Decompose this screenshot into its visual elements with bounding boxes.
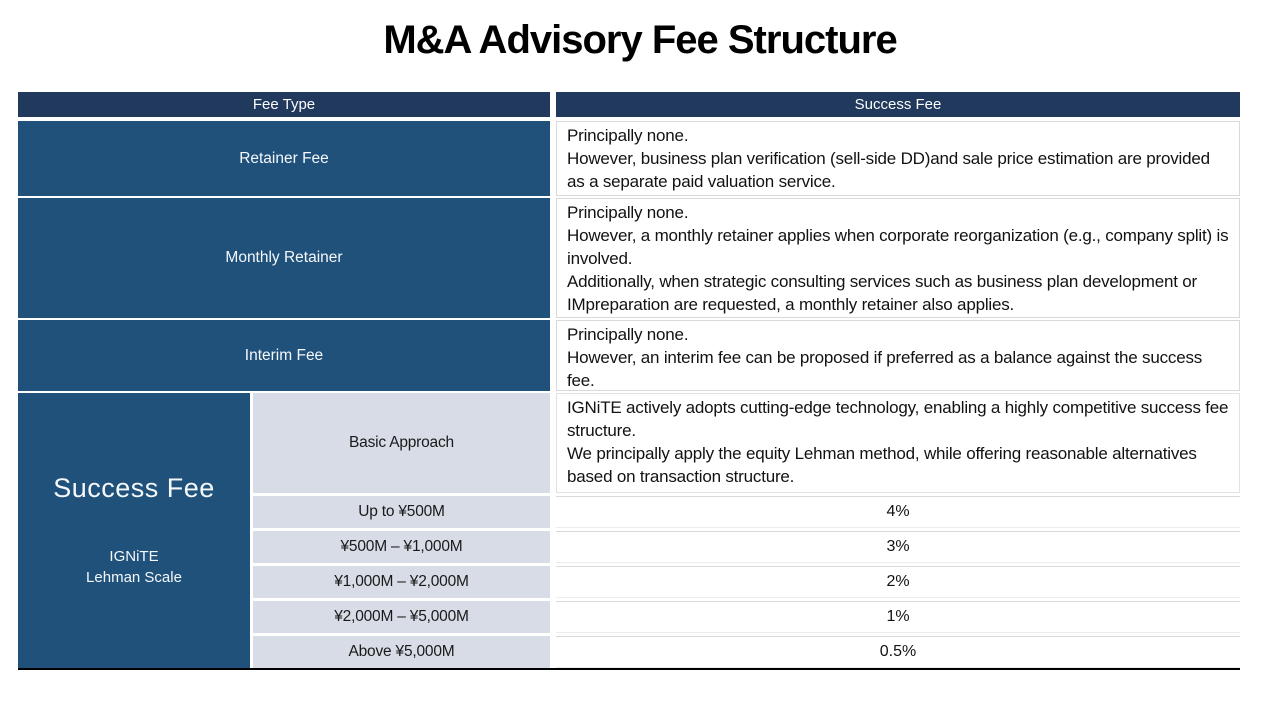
table-row-retainer-fee: [18, 121, 1240, 196]
description-line: We principally apply the equity Lehman method, while offering reasonable alternatives based on transaction structure.: [567, 444, 1197, 486]
monthly-retainer-description: [556, 198, 1240, 318]
basic-approach-label: Basic Approach: [253, 393, 550, 493]
description-line: IGNiTE actively adopts cutting-edge technology, enabling a highly competitive success fee structure.: [567, 398, 1229, 440]
tier-range: Up to ¥500M: [253, 496, 550, 528]
ignite-label: IGNiTE: [109, 548, 159, 565]
description-line: However, an interim fee can be proposed if preferred as a balance against the success fee.: [567, 348, 1203, 390]
sub-row-tier-2: [253, 531, 1240, 563]
description-line: Principally none.: [567, 203, 689, 222]
tier-rate: 3%: [556, 531, 1240, 563]
retainer-fee-description: [556, 121, 1240, 196]
tier-rate: 0.5%: [556, 636, 1240, 668]
interim-fee-label: Interim Fee: [18, 320, 550, 391]
tier-range: ¥1,000M – ¥2,000M: [253, 566, 550, 598]
sub-row-tier-5: [253, 636, 1240, 668]
lehman-scale-label: Lehman Scale: [86, 569, 182, 586]
header-fee-type: Fee Type: [18, 92, 550, 117]
header-success-fee: Success Fee: [556, 92, 1240, 117]
sub-row-basic-approach: [253, 393, 1240, 493]
tier-rate: 2%: [556, 566, 1240, 598]
description-line: Additionally, when strategic consulting services such as business plan development or IMpreparation are requested, a monthly retainer also applies.: [567, 272, 1197, 314]
table-row-monthly-retainer: [18, 198, 1240, 318]
sub-row-tier-3: [253, 566, 1240, 598]
table-row-interim-fee: [18, 320, 1240, 391]
sub-row-tier-4: [253, 601, 1240, 633]
success-fee-label-cell: [18, 393, 250, 668]
sub-row-tier-1: [253, 496, 1240, 528]
description-line: Principally none.: [567, 325, 689, 344]
success-fee-sublabel: [86, 546, 182, 588]
page-title: M&A Advisory Fee Structure: [383, 18, 897, 62]
description-line: Principally none.: [567, 126, 689, 145]
tier-rate: 1%: [556, 601, 1240, 633]
success-fee-label: Success Fee: [53, 473, 215, 503]
description-line: However, business plan verification (sell-side DD)and sale price estimation are provided as a separate paid valuation service.: [567, 149, 1210, 191]
fee-structure-table: [18, 92, 1240, 670]
monthly-retainer-label: Monthly Retainer: [18, 198, 550, 318]
tier-rate: 4%: [556, 496, 1240, 528]
tier-range: ¥2,000M – ¥5,000M: [253, 601, 550, 633]
interim-fee-description: [556, 320, 1240, 391]
success-fee-sub-rows: [253, 393, 1240, 668]
retainer-fee-label: Retainer Fee: [18, 121, 550, 196]
basic-approach-description: [556, 393, 1240, 493]
table-row-success-fee: [18, 393, 1240, 668]
description-line: However, a monthly retainer applies when corporate reorganization (e.g., company split) is involved.: [567, 226, 1229, 268]
table-header-row: [18, 92, 1240, 117]
tier-range: ¥500M – ¥1,000M: [253, 531, 550, 563]
tier-range: Above ¥5,000M: [253, 636, 550, 668]
